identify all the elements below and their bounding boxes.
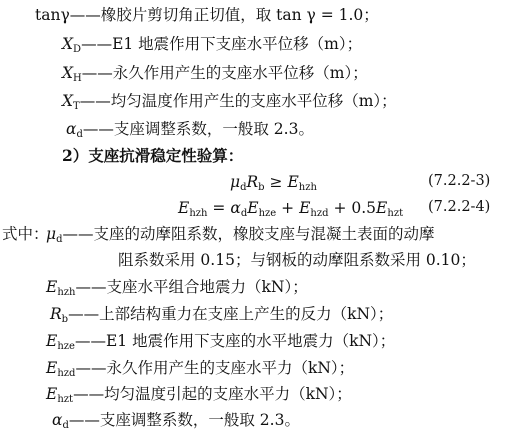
symbol: tanγ	[35, 6, 70, 24]
symbol-subscript: b	[61, 314, 69, 325]
symbol-subscript: d	[76, 129, 83, 140]
symbol: R	[50, 305, 62, 323]
definition-text: ——支座调整系数，一般取 2.3。	[82, 120, 314, 138]
symbol: E	[46, 359, 58, 377]
symbol-subscript: hzt	[57, 394, 74, 405]
definition-text: ——上部结构重力在支座上产生的反力（kN）；	[68, 305, 394, 323]
def-tangamma	[35, 5, 379, 25]
def-xh	[62, 63, 368, 89]
def-alpha-top	[66, 119, 314, 145]
symbol-subscript: D	[73, 44, 82, 55]
def-ehzd	[46, 358, 354, 384]
definition-text: ——均匀温度作用产生的支座水平位移（m）；	[79, 92, 397, 110]
symbol-subscript: H	[73, 73, 82, 84]
definition-text: ——均匀温度引起的支座水平力（kN）；	[73, 385, 352, 403]
definition-text: ——支座水平组合地震力（kN）；	[75, 278, 308, 296]
symbol: α	[66, 120, 77, 138]
symbol: X	[62, 92, 74, 110]
symbol: E	[46, 332, 58, 350]
definition-text: ——E1 地震作用下支座的水平地震力（kN）；	[74, 332, 396, 350]
equation-number: (7.2.2-3)	[428, 173, 491, 189]
definition-text: ——E1 地震作用下支座水平位移（m）；	[81, 35, 363, 53]
symbol-subscript: d	[62, 420, 69, 431]
def-ehze	[46, 331, 395, 357]
definition-text: ——支座调整系数，一般取 2.3。	[68, 411, 300, 429]
def-xt	[62, 91, 397, 117]
symbol-subscript: d	[56, 234, 63, 245]
where-label: 式中：	[2, 225, 49, 243]
equation-number: (7.2.2-4)	[428, 199, 491, 215]
definition-text: ——支座的动摩阻系数，橡胶支座与混凝土表面的动摩	[62, 225, 435, 243]
definition-text: ——永久作用产生的支座水平位移（m）；	[81, 64, 368, 82]
definition-text: ——永久作用产生的支座水平力（kN）；	[75, 359, 355, 377]
symbol: X	[62, 64, 74, 82]
def-mu-continuation: 阻系数采用 0.15；与钢板的动摩阻系数采用 0.10；	[118, 251, 476, 269]
symbol: α	[52, 411, 63, 429]
def-ehzt	[46, 384, 352, 410]
def-rb	[50, 304, 393, 330]
symbol-subscript: T	[73, 101, 80, 112]
equation-7-2-2-4: $E_{hzh} = \alpha_dE_{hze} + E_{hzd} + 0.5E_{hzt}$	[178, 199, 404, 219]
section-heading: 2）支座抗滑稳定性验算：	[62, 146, 244, 165]
symbol: μ	[46, 225, 57, 243]
symbol-subscript: hze	[57, 341, 75, 352]
symbol: E	[46, 385, 58, 403]
def-ehzh	[46, 277, 308, 303]
symbol: E	[46, 278, 58, 296]
symbol: X	[62, 35, 74, 53]
def-mu	[46, 224, 435, 250]
symbol-subscript: hzh	[57, 287, 76, 298]
equation-7-2-2-3: $\mu_dR_b \ge E_{hzh}$	[230, 173, 317, 193]
def-alpha-bottom	[52, 410, 300, 436]
def-xd	[62, 34, 362, 60]
definition-text: ——橡胶片剪切角正切值，取 tan γ = 1.0；	[69, 6, 379, 24]
symbol-subscript: hzd	[57, 368, 76, 379]
